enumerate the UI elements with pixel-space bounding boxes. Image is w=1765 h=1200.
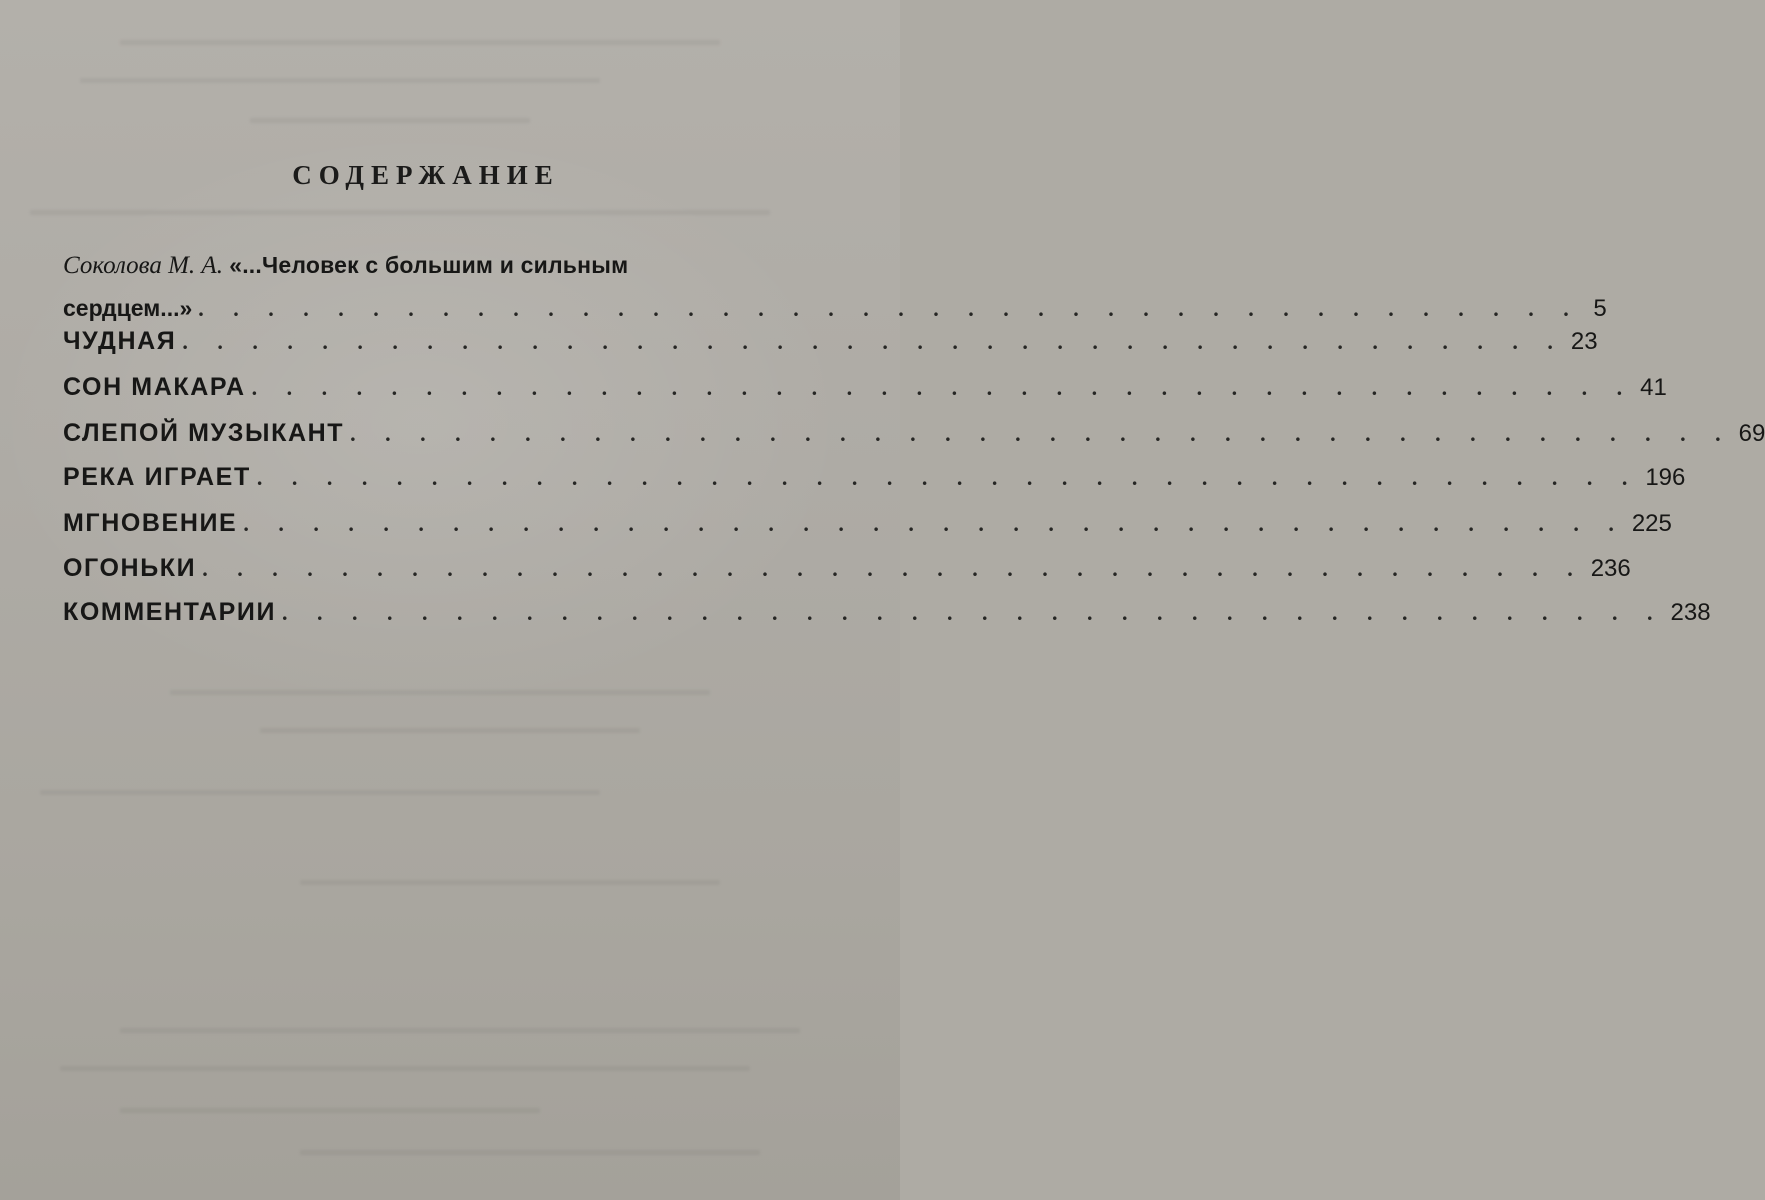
contents-heading: СОДЕРЖАНИЕ — [292, 160, 560, 190]
toc-entry — [63, 250, 1607, 324]
dot-leader: . . . . . . . . . . . . . . . . . . . . . . . . . . . . . . . . . . . . . . . . — [198, 296, 1581, 321]
toc-entry-title-line-2: сердцем...» — [63, 295, 193, 321]
toc-entry-title: РЕКА ИГРАЕТ — [63, 463, 251, 491]
dot-leader: . . . . . . . . . . . . . . . . . . . . . . . . . . . . . . . . . . . . . . . . — [350, 421, 1733, 446]
toc-entry-page: 69 — [1738, 420, 1765, 447]
toc-entry — [63, 553, 1631, 584]
bleed-through-line — [30, 210, 770, 215]
toc-entry-author: Соколова М. А. — [63, 252, 223, 279]
toc-entry-title — [63, 250, 628, 281]
bleed-through-line — [170, 690, 710, 695]
toc-entry-page: 41 — [1640, 374, 1667, 401]
toc-entry-title: СОН МАКАРА — [63, 373, 246, 401]
toc-entry-page: 5 — [1593, 295, 1607, 322]
dot-leader: . . . . . . . . . . . . . . . . . . . . . . . . . . . . . . . . . . . . . . . . — [243, 511, 1626, 536]
bleed-through-line — [80, 78, 600, 83]
toc-entry-title: КОММЕНТАРИИ — [63, 598, 277, 626]
toc-entry-page: 236 — [1590, 555, 1631, 582]
toc-entry — [63, 326, 1598, 357]
toc-entry-title-line-1: «...Человек с большим и сильным — [229, 252, 629, 278]
bleed-through-line — [40, 790, 600, 795]
toc-entry-title: МГНОВЕНИЕ — [63, 509, 238, 537]
dot-leader: . . . . . . . . . . . . . . . . . . . . . . . . . . . . . . . . . . . . . . . . — [256, 465, 1640, 490]
toc-entry-title: СЛЕПОЙ МУЗЫКАНТ — [63, 419, 345, 447]
toc-entry-title: ЧУДНАЯ — [63, 327, 177, 355]
bleed-through-line — [120, 1028, 800, 1033]
toc-entry-page: 238 — [1670, 599, 1711, 626]
dot-leader: . . . . . . . . . . . . . . . . . . . . . . . . . . . . . . . . . . . . . . . . — [251, 375, 1635, 400]
toc-entry-title: ОГОНЬКИ — [63, 554, 197, 582]
dot-leader: . . . . . . . . . . . . . . . . . . . . . . . . . . . . . . . . . . . . . . . . — [202, 556, 1585, 581]
toc-entry — [63, 418, 1765, 449]
dot-leader: . . . . . . . . . . . . . . . . . . . . . . . . . . . . . . . . . . . . . . . . — [282, 600, 1665, 625]
toc-entry-page: 23 — [1570, 328, 1598, 355]
toc-entry — [63, 372, 1667, 403]
bleed-through-line — [300, 880, 720, 885]
bleed-through-line — [60, 1066, 750, 1071]
toc-entry — [63, 462, 1686, 493]
bleed-through-line — [250, 118, 530, 123]
dot-leader: . . . . . . . . . . . . . . . . . . . . . . . . . . . . . . . . . . . . . . . . — [182, 329, 1565, 354]
bleed-through-line — [260, 728, 640, 733]
bleed-through-line — [300, 1150, 760, 1155]
toc-entry-page: 196 — [1645, 464, 1686, 491]
bleed-through-line — [120, 1108, 540, 1113]
toc-entry — [63, 597, 1711, 628]
toc-entry — [63, 508, 1672, 539]
bleed-through-line — [120, 40, 720, 45]
toc-entry-page: 225 — [1631, 510, 1672, 537]
